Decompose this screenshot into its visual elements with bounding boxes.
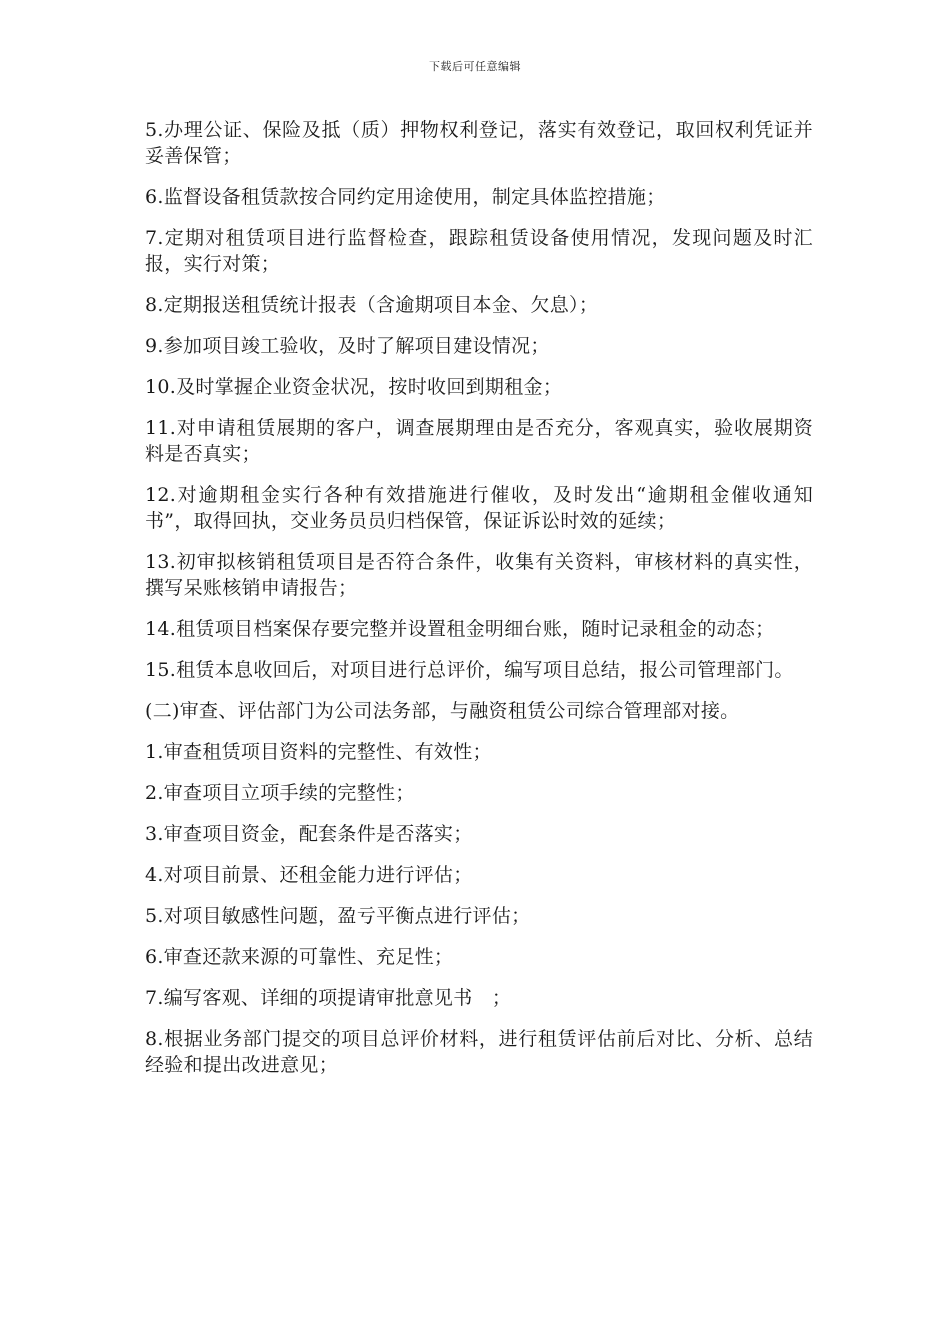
- paragraph-10: 14.租赁项目档案保存要完整并设置租金明细台账，随时记录租金的动态；: [145, 618, 775, 640]
- paragraph-4: 8.定期报送租赁统计报表（含逾期项目本金、欠息）；: [145, 294, 599, 316]
- paragraph-17: 6.审查还款来源的可靠性、充足性；: [145, 946, 454, 968]
- paragraph-2: 6.监督设备租赁款按合同约定用途使用，制定具体监控措施；: [145, 186, 666, 208]
- paragraph-5: 9.参加项目竣工验收，及时了解项目建设情况；: [145, 335, 550, 357]
- paragraph-7: 11.对申请租赁展期的客户，调查展期理由是否充分，客观真实，验收展期资料是否真实；: [145, 417, 813, 465]
- paragraph-11: 15.租赁本息收回后，对项目进行总评价，编写项目总结，报公司管理部门。: [145, 659, 794, 681]
- paragraph-15: 4.对项目前景、还租金能力进行评估；: [145, 864, 473, 886]
- paragraph-8: 12.对逾期租金实行各种有效措施进行催收，及时发出“逾期租金催收通知书”，取得回执，交业务员员归档保管，保证诉讼时效的延续；: [145, 484, 813, 532]
- paragraph-16: 5.对项目敏感性问题，盈亏平衡点进行评估；: [145, 905, 531, 927]
- paragraph-3: 7.定期对租赁项目进行监督检查，跟踪租赁设备使用情况，发现问题及时汇报，实行对策；: [145, 227, 813, 275]
- paragraph-12: 1.审查租赁项目资料的完整性、有效性；: [145, 741, 492, 763]
- paragraph-9: 13.初审拟核销租赁项目是否符合条件，收集有关资料，审核材料的真实性，撰写呆账核销申请报告；: [145, 551, 813, 599]
- paragraph-14: 3.审查项目资金，配套条件是否落实；: [145, 823, 473, 845]
- section-heading: (二)审查、评估部门为公司法务部，与融资租赁公司综合管理部对接。: [145, 700, 740, 722]
- paragraph-1: 5.办理公证、保险及抵（质）押物权利登记，落实有效登记，取回权利凭证并妥善保管；: [145, 119, 813, 167]
- document-body: [145, 117, 813, 1093]
- paragraph-19: 8.根据业务部门提交的项目总评价材料，进行租赁评估前后对比、分析、总结经验和提出改进意见；: [145, 1028, 813, 1076]
- paragraph-13: 2.审查项目立项手续的完整性；: [145, 782, 415, 804]
- paragraph-18: 7.编写客观、详细的项提请审批意见书 ；: [145, 987, 512, 1009]
- page-header: 下载后可任意编辑: [429, 60, 521, 73]
- paragraph-6: 10.及时掌握企业资金状况，按时收回到期租金；: [145, 376, 563, 398]
